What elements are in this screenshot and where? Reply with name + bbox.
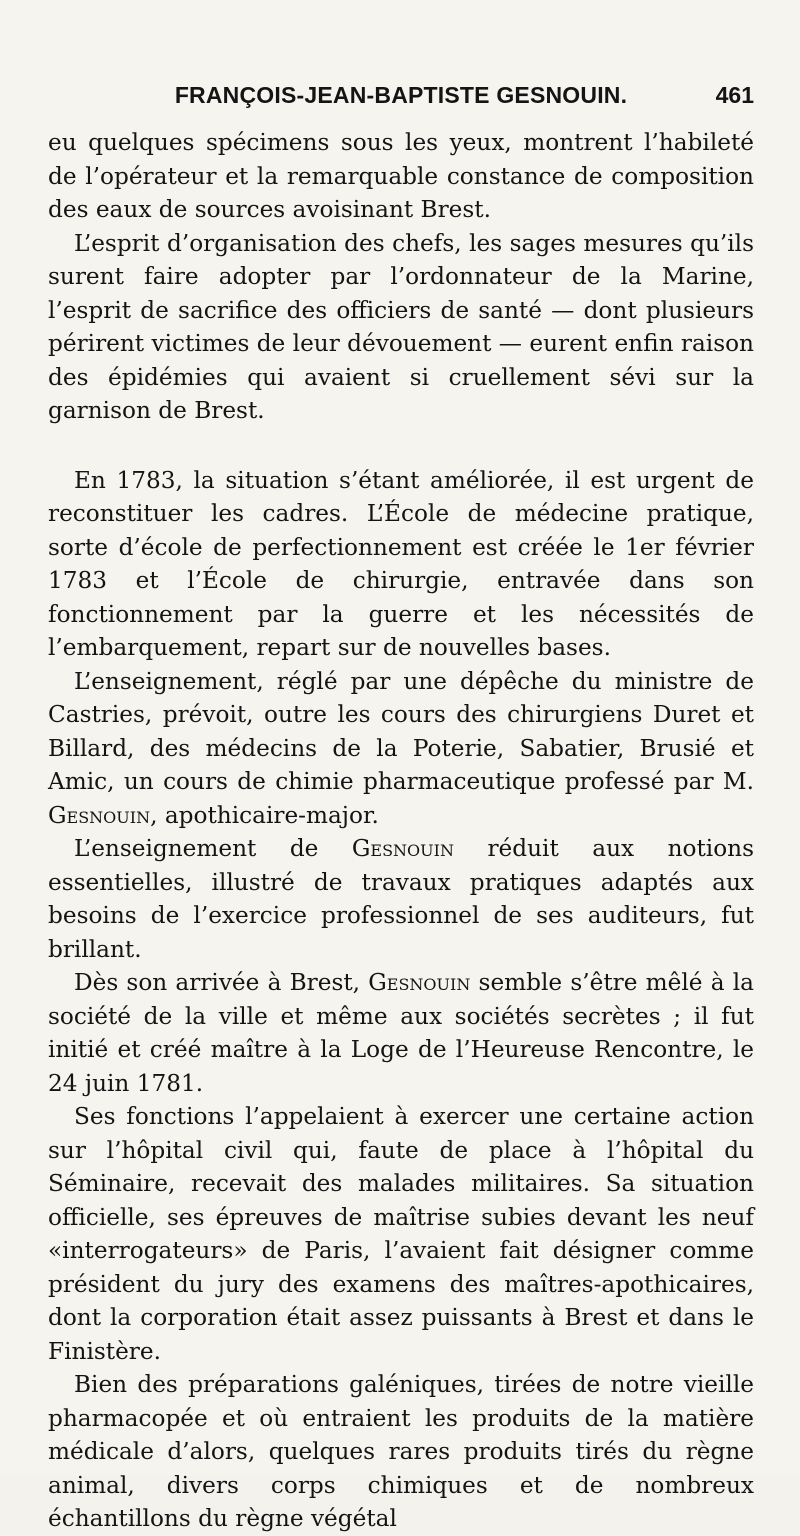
page-number: 461	[715, 82, 754, 108]
paragraph-arrival-brest-text-b: semble s’être mêlé à la société de la ville et même aux sociétés secrètes ; il fut initié et créé maître à la Loge de l’Heureuse Rencontre, le 24 juin 1781.	[48, 969, 754, 1097]
running-title: FRANÇOIS-JEAN-BAPTISTE GESNOUIN.	[174, 82, 628, 108]
paragraph-arrival-brest	[48, 966, 754, 1100]
paragraph-1783-schools: En 1783, la situation s’étant améliorée, il est urgent de reconstituer les cadres. L’École de médecine pratique, sorte d’école de perfectionnement est créée le 1er février 1783 et l’École de chirurgie, entravée dans son fonctionnement par la guerre et les nécessités de l’embarquement, repart sur de nouvelles bases.	[48, 466, 754, 661]
paragraph-continued-specimens: eu quelques spécimens sous les yeux, montrent l’habileté de l’opérateur et la remarquable constance de composition des eaux de sources avoisinant Brest.	[48, 129, 754, 223]
page-header	[48, 82, 754, 116]
paragraph-functions: Ses fonctions l’appelaient à exercer une certaine action sur l’hôpital civil qui, faute de place à l’hôpital du Séminaire, recevait des malades militaires. Sa situation officielle, ses épreuves de maîtrise subies devant les neuf «interrogateurs» de Paris, l’avaient fait désigner comme président du jury des examens des maîtres-apothicaires, dont la corporation était assez puissants à Brest et dans le Finistère.	[48, 1103, 754, 1365]
gesnouin-name: Gesnouin	[351, 835, 454, 862]
paragraph-organisation: L’esprit d’organisation des chefs, les sages mesures qu’ils surent faire adopter par l’ordonnateur de la Marine, l’esprit de sacrifice des officiers de santé — dont plusieurs périrent victimes de leur dévouement — eurent enfin raison des épidémies qui avaient si cruellement sévi sur la garnison de Brest.	[48, 229, 754, 424]
gesnouin-name: Gesnouin	[368, 969, 471, 996]
paragraph-teaching-text-a: L’enseignement, réglé par une dépêche du ministre de Castries, prévoit, outre les cours des chirurgiens Duret et Billard, des médecins de la Poterie, Sabatier, Brusié et Amic, un cours de chimie pharmaceutique professé par M.	[48, 667, 754, 795]
page-body	[48, 126, 754, 1536]
paragraph-preparations: Bien des préparations galéniques, tirées de notre vieille pharmacopée et où entraient les produits de la matière médicale d’alors, quelques rares produits tirés du règne animal, divers corps chimiques et de nombreux échantillons du règne végétal	[48, 1371, 754, 1532]
paragraph-gesnouin-teaching-text-b: réduit aux notions essentielles, illustré de travaux pratiques adaptés aux besoins de l’exercice professionnel de ses auditeurs, fut brillant.	[48, 835, 754, 963]
paragraph-gesnouin-teaching-text-a: L’enseignement de	[74, 835, 352, 862]
paragraph-teaching-text-b: , apothicaire-major.	[150, 801, 379, 829]
paragraph-teaching	[48, 665, 754, 833]
gesnouin-name: Gesnouin	[48, 801, 151, 829]
paragraph-arrival-brest-text-a: Dès son arrivée à Brest,	[74, 969, 369, 996]
paragraph-gesnouin-teaching	[48, 832, 754, 966]
